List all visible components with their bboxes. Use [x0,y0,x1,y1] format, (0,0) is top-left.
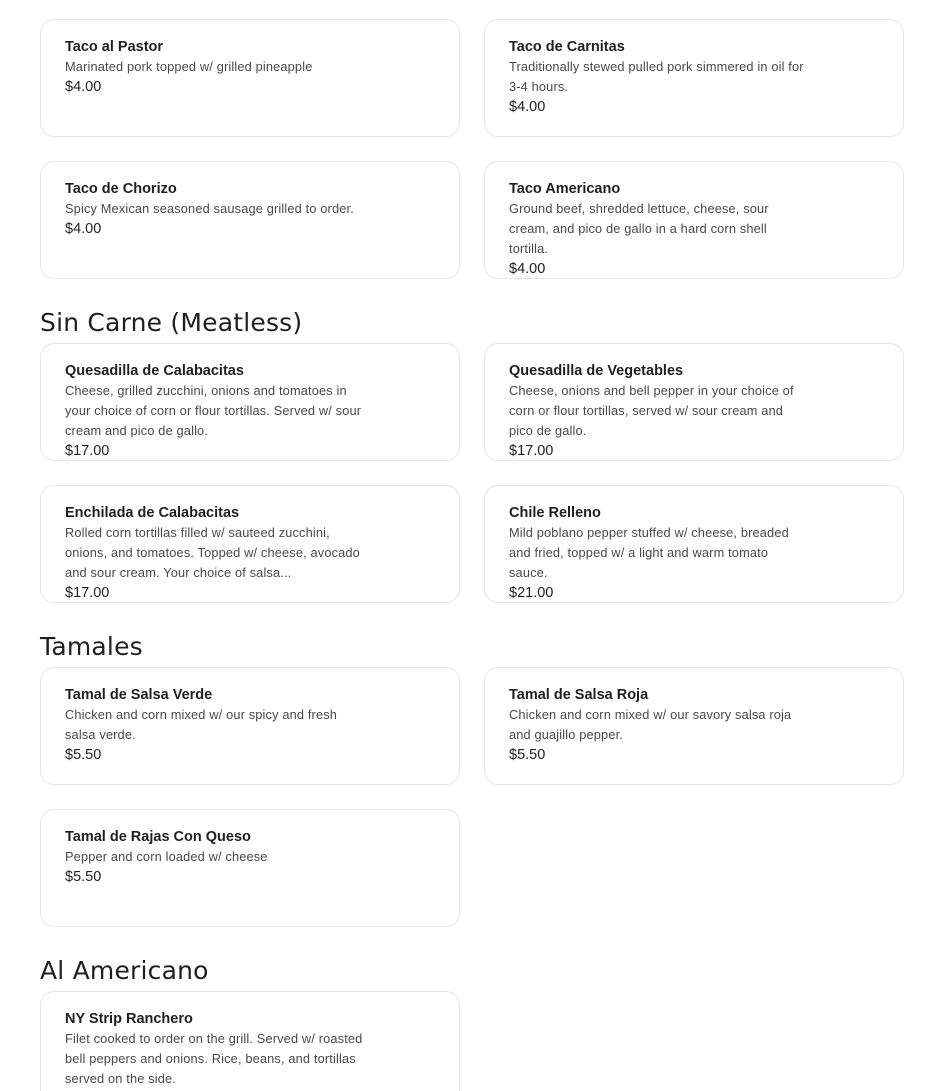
menu-item-content [65,503,365,603]
menu-item-price: $5.50 [509,747,546,763]
menu-item-card[interactable] [484,161,904,279]
menu-item-price: $17.00 [509,443,554,459]
section-title-al-americano: Al Americano [40,956,209,985]
menu-item-card[interactable] [40,485,460,603]
menu-item-content [509,179,809,279]
menu-item-content [65,37,365,97]
menu-item-description: Cheese, onions and bell pepper in your choice of corn or flour tortillas, served w/ sour cream and pico de gallo. [509,383,794,438]
menu-item-content [65,1009,365,1089]
menu-item-price: $17.00 [65,585,110,601]
menu-item-price: $4.00 [65,221,102,237]
menu-item-name: Tamal de Salsa Roja [509,687,649,703]
menu-item-content [509,37,809,117]
menu-item-description: Ground beef, shredded lettuce, cheese, sour cream, and pico de gallo in a hard corn shell tortilla. [509,201,769,256]
menu-item-price: $5.50 [65,869,102,885]
menu-item-description: Spicy Mexican seasoned sausage grilled to order. [65,201,354,216]
menu-item-card[interactable] [40,19,460,137]
menu-item-description: Marinated pork topped w/ grilled pineapple [65,59,313,74]
menu-item-name: NY Strip Ranchero [65,1011,193,1027]
menu-item-description: Pepper and corn loaded w/ cheese [65,849,268,864]
menu-item-name: Quesadilla de Vegetables [509,363,684,379]
menu-item-card[interactable] [484,485,904,603]
menu-item-content [65,827,365,887]
section-title-tamales: Tamales [40,632,143,661]
menu-item-price: $17.00 [65,443,110,459]
menu-item-content [509,685,809,765]
section-title-sin-carne: Sin Carne (Meatless) [40,308,303,337]
menu-item-description: Chicken and corn mixed w/ our spicy and fresh salsa verde. [65,707,338,742]
menu-item-name: Chile Relleno [509,505,601,521]
menu-item-name: Taco Americano [509,181,621,197]
menu-item-content [509,361,809,461]
menu-item-card[interactable] [40,667,460,785]
menu-item-description: Traditionally stewed pulled pork simmered in oil for 3-4 hours. [509,59,804,94]
menu-item-content [65,685,365,765]
menu-item-name: Tamal de Salsa Verde [65,687,213,703]
menu-item-content [65,179,365,239]
menu-item-description: Cheese, grilled zucchini, onions and tomatoes in your choice of corn or flour tortillas. Served w/ sour cream and pico de gallo. [65,383,362,438]
menu-item-description: Mild poblano pepper stuffed w/ cheese, breaded and fried, topped w/ a light and warm tomato sauce. [509,525,789,580]
menu-item-card[interactable] [40,343,460,461]
menu-item-name: Enchilada de Calabacitas [65,505,240,521]
menu-item-card[interactable] [40,991,460,1091]
menu-item-name: Tamal de Rajas Con Queso [65,829,251,845]
menu-item-price: $4.00 [509,261,546,277]
menu-item-description: Chicken and corn mixed w/ our savory salsa roja and guajillo pepper. [509,707,792,742]
menu-item-card[interactable] [484,343,904,461]
menu-item-content [65,361,365,461]
menu-item-price: $4.00 [509,99,546,115]
menu-item-price: $21.00 [509,585,554,601]
menu-item-price: $4.00 [65,79,102,95]
menu-item-name: Taco al Pastor [65,39,164,55]
menu-item-name: Quesadilla de Calabacitas [65,363,244,379]
menu-item-description: Filet cooked to order on the grill. Served w/ roasted bell peppers and onions. Rice, beans, and tortillas served on the side. [65,1031,363,1086]
menu-item-content [509,503,809,603]
menu-item-name: Taco de Chorizo [65,181,177,197]
menu-item-name: Taco de Carnitas [509,39,625,55]
menu-item-card[interactable] [40,809,460,927]
menu-item-card[interactable] [484,667,904,785]
menu-item-card[interactable] [484,19,904,137]
menu-item-price: $5.50 [65,747,102,763]
menu-item-description: Rolled corn tortillas filled w/ sauteed zucchini, onions, and tomatoes. Topped w/ cheese, avocado and sour cream. Your choice of salsa... [65,525,360,580]
menu-item-card[interactable] [40,161,460,279]
